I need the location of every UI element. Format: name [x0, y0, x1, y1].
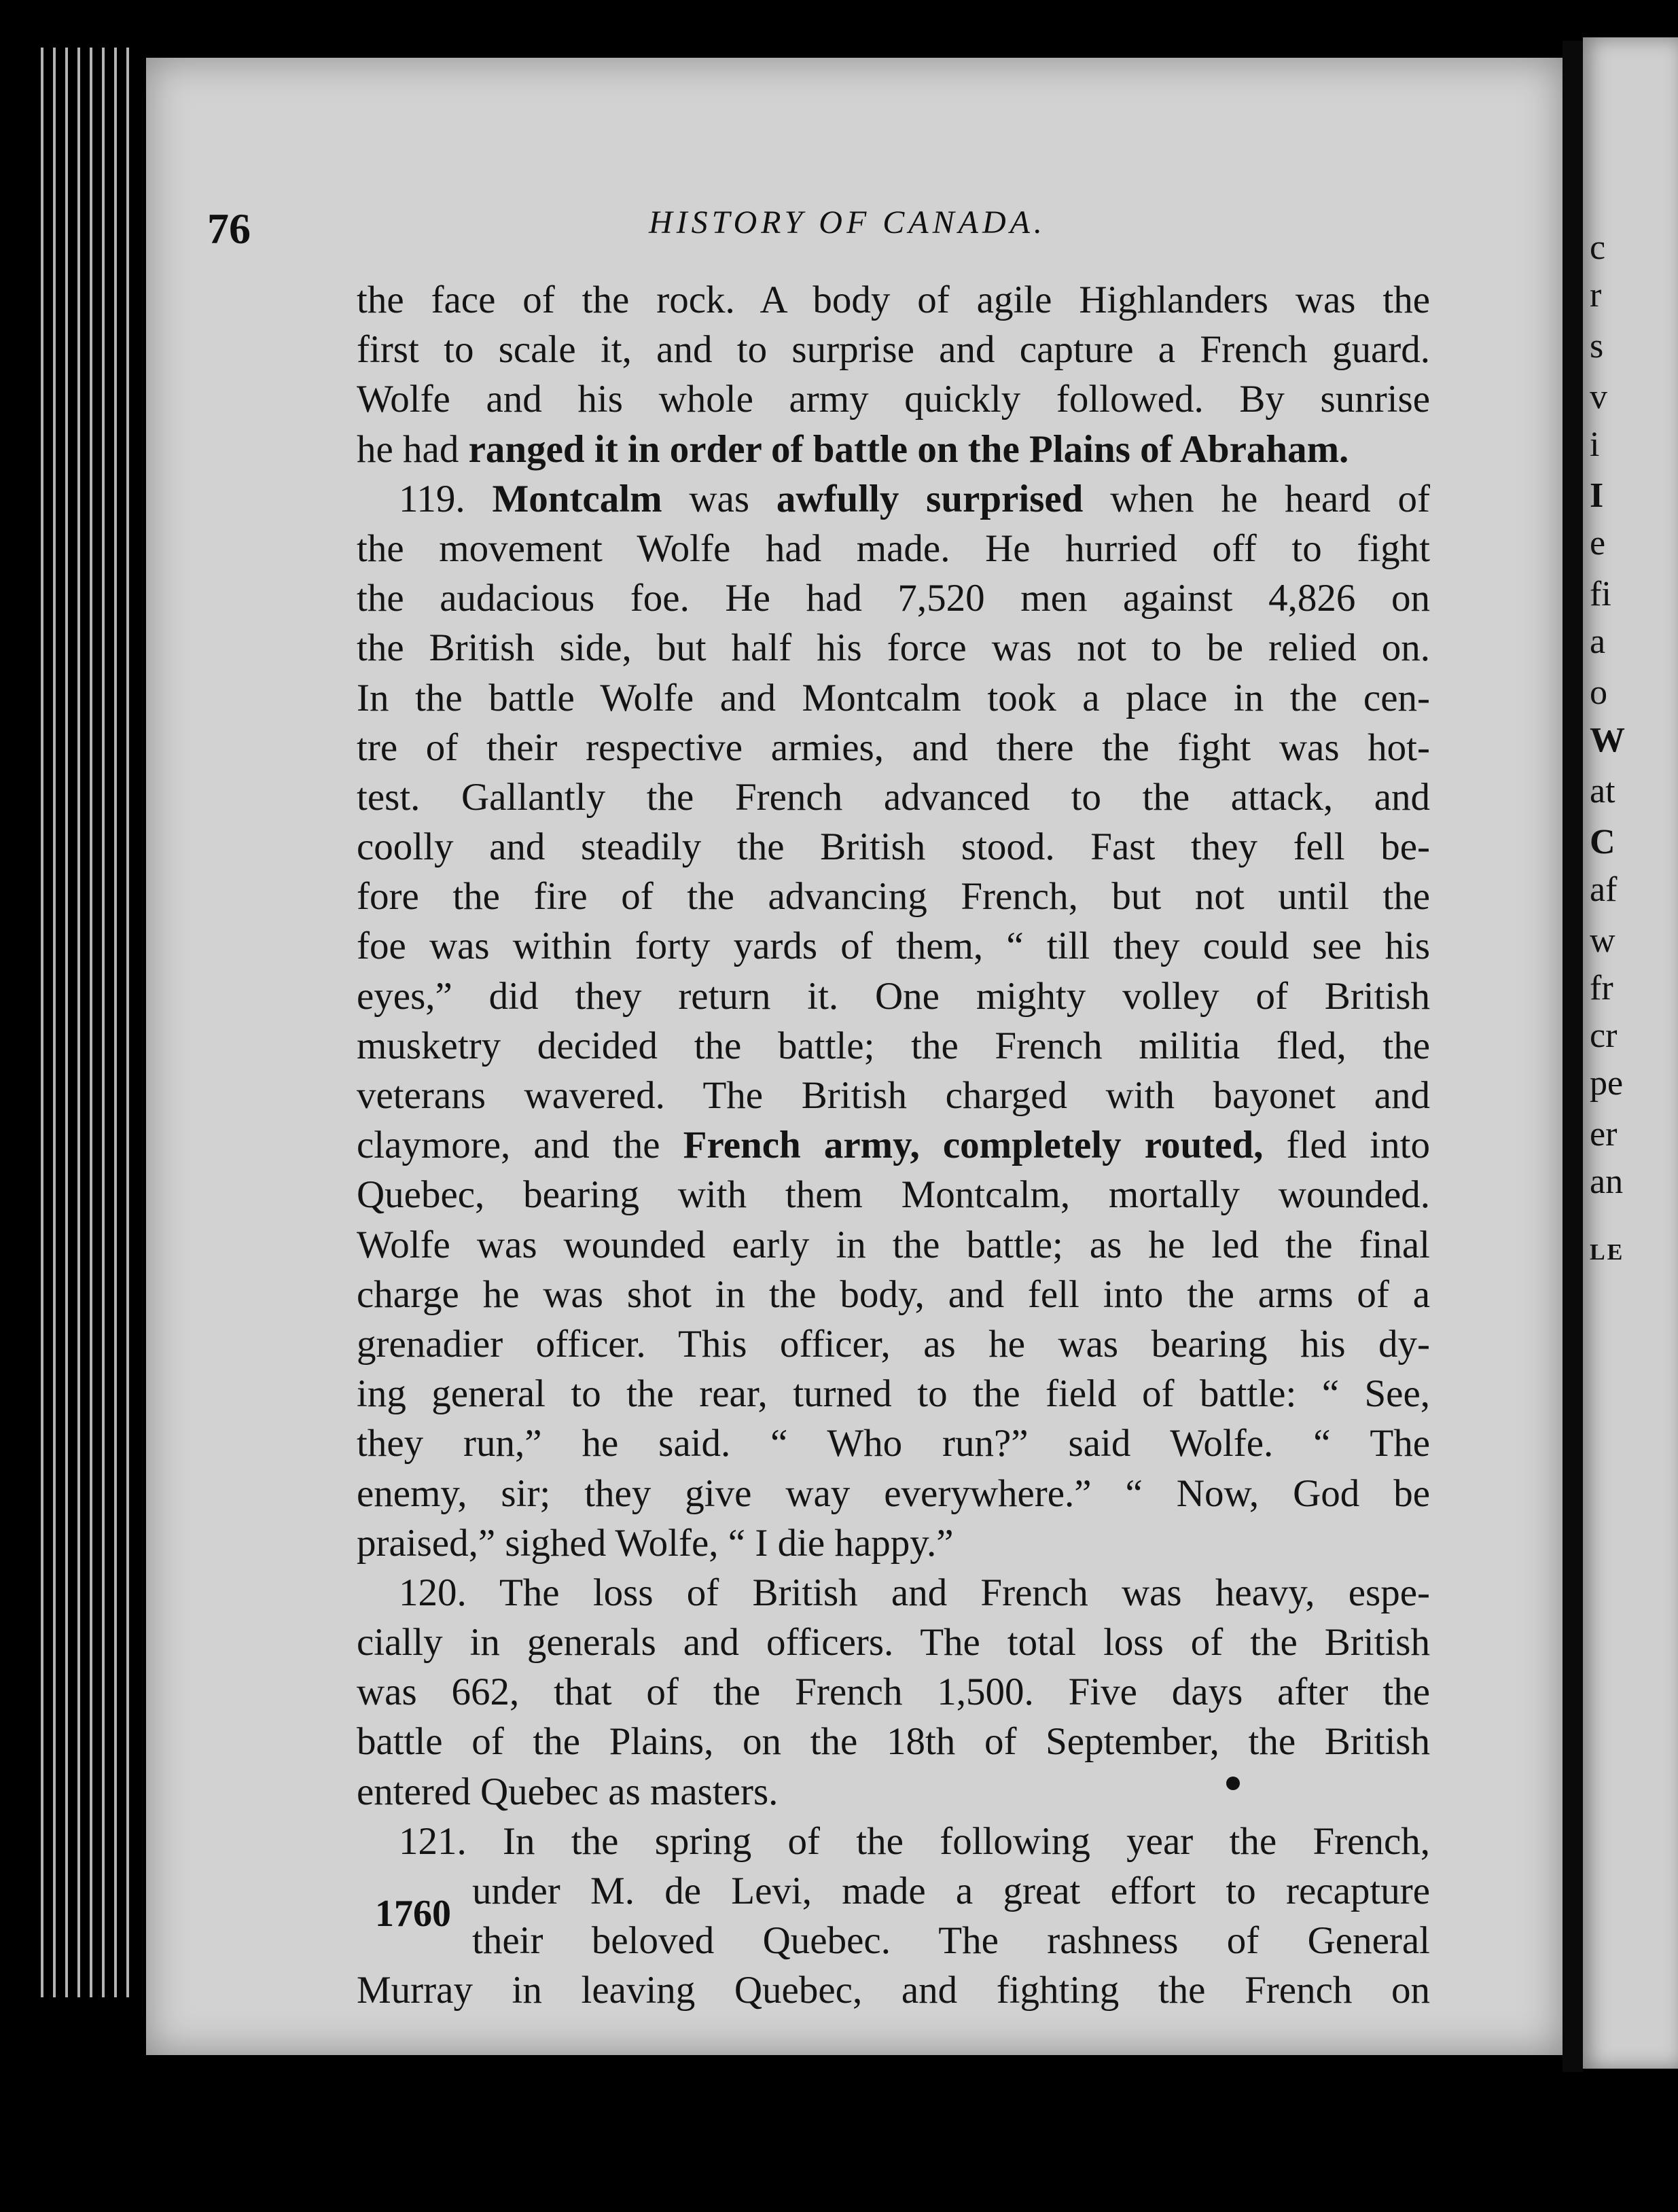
text-line — [357, 425, 1430, 474]
text-line — [357, 1916, 1430, 1965]
book-gutter — [1563, 41, 1583, 2072]
text-line — [357, 772, 1430, 822]
text-line — [357, 921, 1430, 971]
text-run: under M. de Levi, made a great effort to recapture — [472, 1870, 1430, 1912]
text-run: ing general to the rear, turned to the field of battle: “ See, — [357, 1372, 1430, 1416]
text-run: claymore, and the — [357, 1124, 683, 1167]
text-line — [357, 573, 1430, 623]
facing-page-fragment: fi — [1590, 575, 1611, 613]
page-number: 76 — [207, 204, 251, 253]
facing-page-fragment: w — [1590, 921, 1615, 960]
margin-year: 1760 — [375, 1893, 451, 1935]
text-line — [357, 1866, 1430, 1916]
bold-text: French army, completely routed, — [683, 1124, 1264, 1167]
text-line — [357, 673, 1430, 723]
text-line — [357, 374, 1430, 424]
text-line — [357, 1170, 1430, 1219]
text-run: 119. — [399, 477, 493, 520]
text-run: when he heard of — [1083, 477, 1430, 520]
text-run: grenadier officer. This officer, as he was bearing his dy- — [357, 1322, 1430, 1366]
bold-text: ranged it in order of battle on the Plains of Abraham. — [468, 427, 1349, 471]
text-line — [357, 1220, 1430, 1270]
text-run: charge he was shot in the body, and fell into the arms of a — [357, 1272, 1430, 1316]
text-run: the face of the rock. A body of agile Highlanders was the — [357, 279, 1430, 321]
text-line — [357, 275, 1430, 325]
text-line — [357, 1021, 1430, 1071]
facing-page-fragment: er — [1590, 1115, 1618, 1154]
facing-page-fragment: I — [1590, 476, 1604, 515]
page-edges — [41, 48, 149, 1997]
text-line — [357, 1817, 1430, 1866]
text-run: Murray in leaving Quebec, and fighting the French on — [357, 1969, 1430, 2012]
facing-page-fragment: fr — [1590, 969, 1613, 1007]
text-run: Quebec, bearing with them Montcalm, mortally wounded. — [357, 1173, 1430, 1217]
facing-page-fragment: o — [1590, 673, 1607, 712]
facing-page-fragment: a — [1590, 622, 1606, 661]
facing-page-fragment: an — [1590, 1162, 1624, 1201]
text-run: he had — [357, 427, 469, 471]
text-run: fled into — [1263, 1124, 1430, 1167]
facing-page-fragment: at — [1590, 772, 1615, 810]
text-run: battle of the Plains, on the 18th of September, the British — [357, 1720, 1430, 1764]
text-run: coolly and steadily the British stood. Fast they fell be- — [357, 825, 1430, 869]
text-line — [357, 1120, 1430, 1170]
text-line — [357, 1518, 1430, 1568]
text-run: test. Gallantly the French advanced to the attack, and — [357, 775, 1430, 819]
text-line — [357, 1767, 1430, 1817]
text-line — [357, 1369, 1430, 1419]
facing-page-fragment: c — [1590, 228, 1606, 267]
text-line — [357, 1071, 1430, 1120]
facing-page-fragment: v — [1590, 378, 1607, 416]
text-run: musketry decided the battle; the French militia fled, the — [357, 1024, 1430, 1067]
facing-page — [1583, 37, 1678, 2069]
page-header — [207, 204, 1430, 258]
body-text — [357, 275, 1430, 2016]
text-line — [357, 872, 1430, 921]
bold-text: awfully surprised — [776, 477, 1084, 520]
ink-speck — [1226, 1777, 1240, 1790]
text-run: eyes,” did they return it. One mighty volley of British — [357, 974, 1430, 1018]
text-run: first to scale it, and to surprise and capture a French guard. — [357, 328, 1430, 372]
text-run: enemy, sir; they give way everywhere.” “ Now, God be — [357, 1471, 1430, 1515]
text-line — [357, 1319, 1430, 1369]
text-run: 120. The loss of British and French was heavy, espe- — [399, 1571, 1430, 1614]
bold-text: Montcalm — [492, 477, 662, 520]
text-line — [357, 1270, 1430, 1319]
facing-page-fragment: W — [1590, 721, 1625, 760]
facing-page-fragment: e — [1590, 524, 1606, 563]
text-run: the movement Wolfe had made. He hurried off to fight — [357, 527, 1430, 570]
facing-page-fragment: r — [1590, 276, 1602, 315]
text-run: the British side, but half his force was not to be relied on. — [357, 626, 1430, 670]
text-line — [357, 474, 1430, 524]
text-line — [357, 1618, 1430, 1667]
facing-page-fragment: s — [1590, 327, 1604, 365]
text-line — [357, 822, 1430, 872]
facing-page-fragment: pe — [1590, 1064, 1624, 1103]
facing-page-fragment: i — [1590, 425, 1600, 464]
text-line — [357, 524, 1430, 573]
text-line — [357, 1469, 1430, 1518]
text-line — [357, 623, 1430, 673]
text-run: Wolfe and his whole army quickly followed. By sunrise — [357, 378, 1430, 421]
text-run: they run,” he said. “ Who run?” said Wolfe. “ The — [357, 1422, 1430, 1465]
text-run: veterans wavered. The British charged with bayonet and — [357, 1074, 1430, 1117]
text-line — [357, 1568, 1430, 1618]
text-run: the audacious foe. He had 7,520 men against 4,826 on — [357, 577, 1430, 620]
text-run: fore the fire of the advancing French, but not until the — [357, 875, 1430, 918]
text-line — [357, 325, 1430, 374]
text-line — [357, 1717, 1430, 1766]
text-line — [357, 971, 1430, 1021]
facing-page-fragment: cr — [1590, 1016, 1618, 1055]
text-run: entered Quebec as masters. — [357, 1770, 779, 1813]
facing-page-fragment: LE — [1590, 1240, 1625, 1265]
text-run: Wolfe was wounded early in the battle; as he led the final — [357, 1223, 1430, 1266]
text-run: was 662, that of the French 1,500. Five days after the — [357, 1671, 1430, 1714]
text-run: was — [662, 477, 776, 520]
text-run: tre of their respective armies, and there the fight was hot- — [357, 726, 1430, 769]
text-run: their beloved Quebec. The rashness of General — [472, 1919, 1430, 1963]
running-head: HISTORY OF CANADA. — [649, 204, 1046, 240]
text-run: 121. In the spring of the following year the French, — [399, 1819, 1430, 1863]
text-run: foe was within forty yards of them, “ till they could see his — [357, 925, 1430, 968]
text-line — [357, 1667, 1430, 1717]
text-line — [357, 1965, 1430, 2015]
facing-page-fragment: C — [1590, 823, 1615, 861]
text-run: praised,” sighed Wolfe, “ I die happy.” — [357, 1521, 954, 1565]
text-run: cially in generals and officers. The total loss of the British — [357, 1621, 1430, 1664]
facing-page-fragment: af — [1590, 870, 1618, 909]
text-run: In the battle Wolfe and Montcalm took a place in the cen- — [357, 676, 1430, 719]
text-line — [357, 1419, 1430, 1468]
text-line — [357, 723, 1430, 772]
